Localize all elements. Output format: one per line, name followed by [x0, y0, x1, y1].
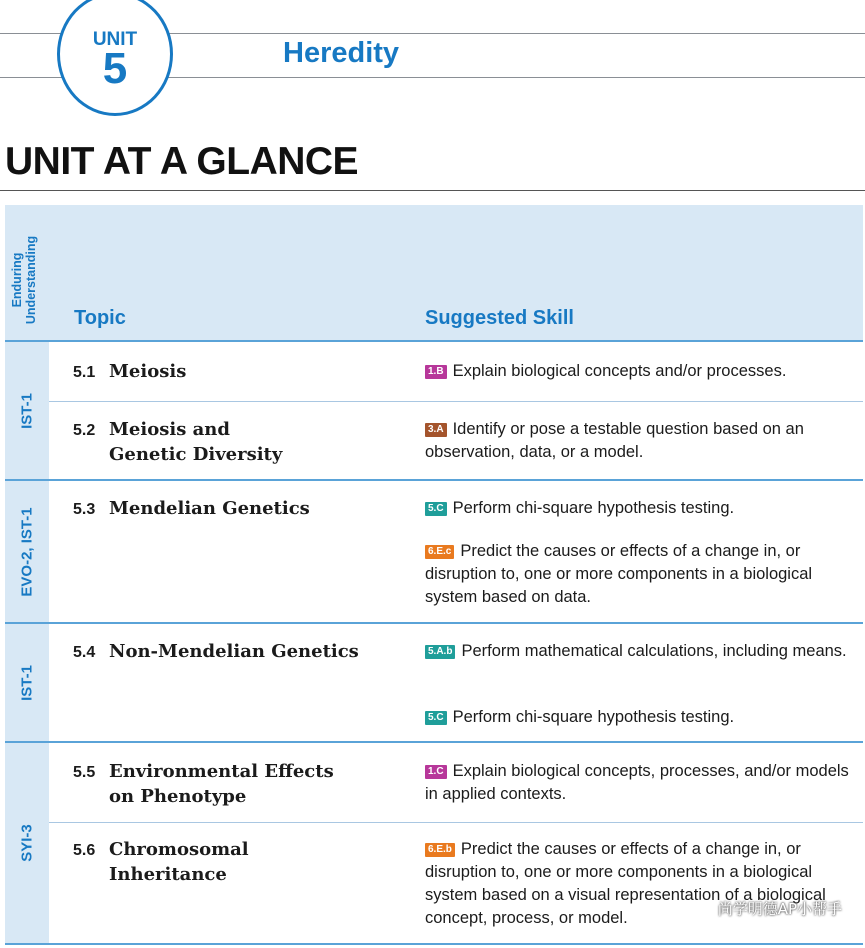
group-divider [5, 622, 863, 624]
skill-badge: 5.C [425, 711, 447, 725]
skill-5-2: 3.A Identify or pose a testable question based on an observation, data, or a model. [425, 420, 804, 461]
topic-5-4: 5.4 Non-Mendelian Genetics [73, 641, 359, 662]
topic-5-3: 5.3 Mendelian Genetics [73, 498, 310, 519]
topic-5-6: 5.6 Chromosomal Inheritance [73, 839, 249, 885]
group-divider [5, 340, 863, 342]
eu-cell-3: IST-1 [5, 624, 49, 741]
skill-badge: 6.E.c [425, 545, 454, 559]
table-bottom-rule [5, 943, 863, 945]
skill-5-5: 1.C Explain biological concepts, processes, and/or models in applied contexts. [425, 762, 849, 803]
header-topic: Topic [74, 307, 126, 329]
unit-number: 5 [102, 44, 128, 93]
skill-5-4-b: 5.C Perform chi-square hypothesis testing. [425, 706, 855, 729]
eu-cell-1: IST-1 [5, 342, 49, 479]
skill-badge: 5.A.b [425, 645, 455, 659]
skill-5-3-a: 5.C Perform chi-square hypothesis testing. [425, 497, 855, 520]
unit-title: Heredity [283, 37, 400, 69]
row-divider [49, 822, 863, 823]
chat-bubble-icon [692, 899, 712, 915]
topic-5-5: 5.5 Environmental Effects on Phenotype [73, 761, 334, 807]
group-divider [5, 479, 863, 481]
skill-badge: 1.C [425, 765, 447, 779]
eu-cell-4: SYI-3 [5, 743, 49, 943]
skill-5-1: 1.B Explain biological concepts and/or processes. [425, 360, 855, 383]
row-divider [49, 401, 863, 402]
header-suggested-skill: Suggested Skill [425, 307, 574, 329]
wechat-watermark: 尚学明德AP小帮手 [718, 898, 842, 919]
skill-badge: 1.B [425, 365, 447, 379]
section-title: UNIT AT A GLANCE [5, 140, 359, 183]
skill-5-6: 6.E.b Predict the causes or effects of a change in, or disruption to, one or more components in a biological system based on a visual representation of a biological concept, process, or model. [425, 840, 826, 927]
skill-badge: 3.A [425, 423, 447, 437]
skill-5-3-b: 6.E.c Predict the causes or effects of a change in, or disruption to, one or more components in a biological system based on data. [425, 542, 813, 606]
skill-badge: 5.C [425, 502, 447, 516]
group-divider [5, 741, 863, 743]
section-rule [0, 190, 865, 191]
topic-5-2: 5.2 Meiosis and Genetic Diversity [73, 419, 283, 465]
header-enduring-understanding: Enduring Understanding [10, 235, 38, 325]
unit-label: UNIT [92, 29, 138, 50]
topic-5-1: 5.1 Meiosis [73, 361, 187, 382]
skill-badge: 6.E.b [425, 843, 455, 857]
eu-cell-2: EVO-2, IST-1 [5, 481, 49, 622]
unit-badge [57, 0, 173, 116]
skill-5-4-a: 5.A.b Perform mathematical calculations, including means. [425, 640, 855, 663]
